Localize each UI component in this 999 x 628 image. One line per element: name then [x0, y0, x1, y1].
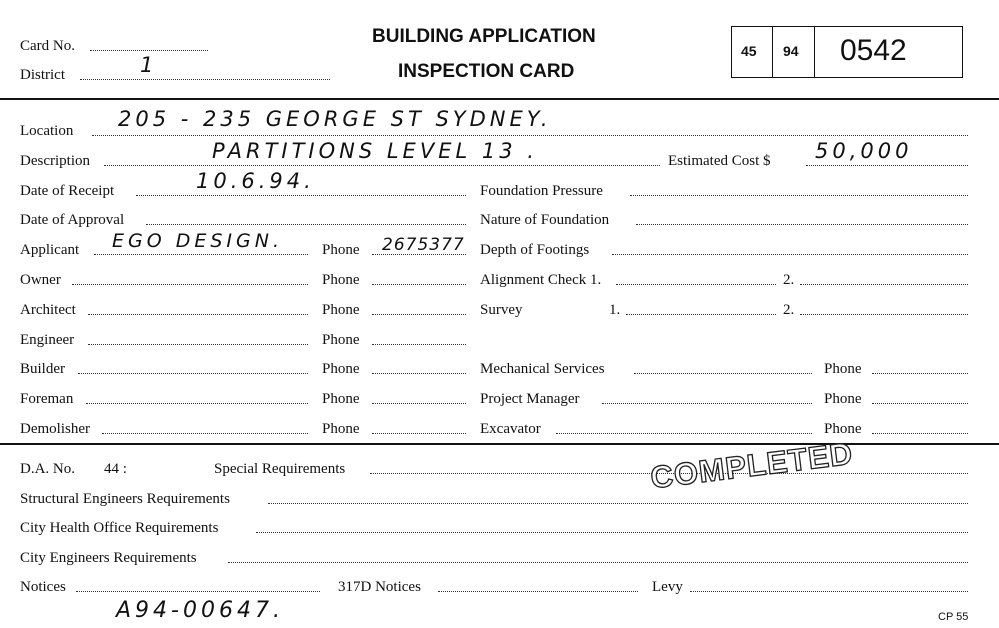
notices-317d-line [438, 591, 638, 592]
foundation-pressure-label: Foundation Pressure [480, 183, 603, 199]
completed-stamp: COMPLETED [648, 435, 855, 496]
foundation-pressure-line [630, 195, 968, 196]
owner-line [72, 284, 308, 285]
demolisher-label: Demolisher [20, 421, 90, 437]
mechanical-services-phone-label: Phone [824, 361, 862, 377]
engineer-phone-line [372, 344, 466, 345]
owner-phone-line [372, 284, 466, 285]
architect-phone-label: Phone [322, 302, 360, 318]
demolisher-phone-line [372, 433, 466, 434]
owner-label: Owner [20, 272, 61, 288]
date-of-approval-line [146, 224, 466, 225]
mechanical-services-label: Mechanical Services [480, 361, 605, 377]
engineer-phone-label: Phone [322, 332, 360, 348]
description-line [104, 165, 660, 166]
excavator-label: Excavator [480, 421, 541, 437]
estimated-cost-label: Estimated Cost $ [668, 153, 771, 169]
header-divider [0, 98, 999, 100]
demolisher-line [102, 433, 308, 434]
levy-line [690, 591, 968, 592]
alignment-check-line-2 [800, 284, 968, 285]
description-label: Description [20, 153, 90, 169]
structural-engineers-line [268, 503, 968, 504]
mechanical-services-phone-line [872, 373, 968, 374]
notices-label: Notices [20, 579, 66, 595]
title-line-1: BUILDING APPLICATION [372, 26, 596, 47]
builder-phone-line [372, 373, 466, 374]
survey-number-1: 1. [609, 302, 621, 318]
card-no-label: Card No. [20, 38, 75, 54]
demolisher-phone-label: Phone [322, 421, 360, 437]
foreman-phone-label: Phone [322, 391, 360, 407]
project-manager-phone-label: Phone [824, 391, 862, 407]
special-requirements-label: Special Requirements [214, 461, 346, 477]
applicant-line [94, 254, 308, 255]
da-no-label: D.A. No. [20, 461, 75, 477]
architect-line [88, 314, 308, 315]
survey-number-2: 2. [783, 302, 795, 318]
location-value: 205 - 235 GEORGE ST SYDNEY. [118, 107, 552, 131]
owner-phone-label: Phone [322, 272, 360, 288]
reference-number: A94-00647. [116, 598, 284, 623]
applicant-label: Applicant [20, 242, 80, 258]
project-manager-phone-line [872, 403, 968, 404]
survey-line-1 [626, 314, 776, 315]
architect-phone-line [372, 314, 466, 315]
depth-of-footings-line [612, 254, 968, 255]
structural-engineers-label: Structural Engineers Requirements [20, 491, 230, 507]
district-value: 1 [140, 53, 158, 77]
da-no-value: 44 : [104, 461, 127, 477]
date-of-receipt-value: 10.6.94. [196, 169, 315, 193]
foreman-line [86, 403, 308, 404]
district-line [80, 79, 330, 80]
city-engineers-label: City Engineers Requirements [20, 550, 197, 566]
city-health-line [256, 532, 968, 533]
card-number-box [731, 26, 963, 78]
excavator-phone-label: Phone [824, 421, 862, 437]
nature-of-foundation-label: Nature of Foundation [480, 212, 610, 228]
card-no-line [90, 50, 208, 51]
levy-label: Levy [652, 579, 683, 595]
engineer-line [88, 344, 308, 345]
title-line-2: INSPECTION CARD [398, 61, 575, 82]
card-number: 0542 [840, 34, 907, 67]
builder-line [78, 373, 308, 374]
excavator-phone-line [872, 433, 968, 434]
form-code: CP 55 [938, 611, 969, 623]
notices-line [76, 591, 320, 592]
foreman-phone-line [372, 403, 466, 404]
depth-of-footings-label: Depth of Footings [480, 242, 590, 258]
builder-label: Builder [20, 361, 65, 377]
applicant-value: EGO DESIGN. [112, 230, 283, 252]
location-label: Location [20, 123, 74, 139]
excavator-line [556, 433, 812, 434]
location-line [92, 135, 968, 136]
city-engineers-line [228, 562, 968, 563]
applicant-phone-value: 2675377 [382, 235, 465, 255]
survey-line-2 [800, 314, 968, 315]
date-of-approval-label: Date of Approval [20, 212, 125, 228]
estimated-cost-value: 50,000 [815, 139, 913, 163]
alignment-check-line-1 [616, 284, 776, 285]
survey-label: Survey [480, 302, 523, 318]
box-code-a: 45 [741, 43, 757, 59]
builder-phone-label: Phone [322, 361, 360, 377]
project-manager-line [602, 403, 812, 404]
notices-317d-label: 317D Notices [338, 579, 421, 595]
estimated-cost-line [806, 165, 968, 166]
date-of-receipt-label: Date of Receipt [20, 183, 115, 199]
foreman-label: Foreman [20, 391, 74, 407]
district-label: District [20, 67, 65, 83]
project-manager-label: Project Manager [480, 391, 580, 407]
engineer-label: Engineer [20, 332, 75, 348]
alignment-check-number-2: 2. [783, 272, 795, 288]
mechanical-services-line [634, 373, 812, 374]
architect-label: Architect [20, 302, 76, 318]
box-code-b: 94 [783, 43, 799, 59]
alignment-check-label: Alignment Check 1. [480, 272, 602, 288]
nature-of-foundation-line [636, 224, 968, 225]
date-of-receipt-line [136, 195, 466, 196]
description-value: PARTITIONS LEVEL 13 . [212, 139, 538, 163]
applicant-phone-label: Phone [322, 242, 360, 258]
city-health-label: City Health Office Requirements [20, 520, 219, 536]
